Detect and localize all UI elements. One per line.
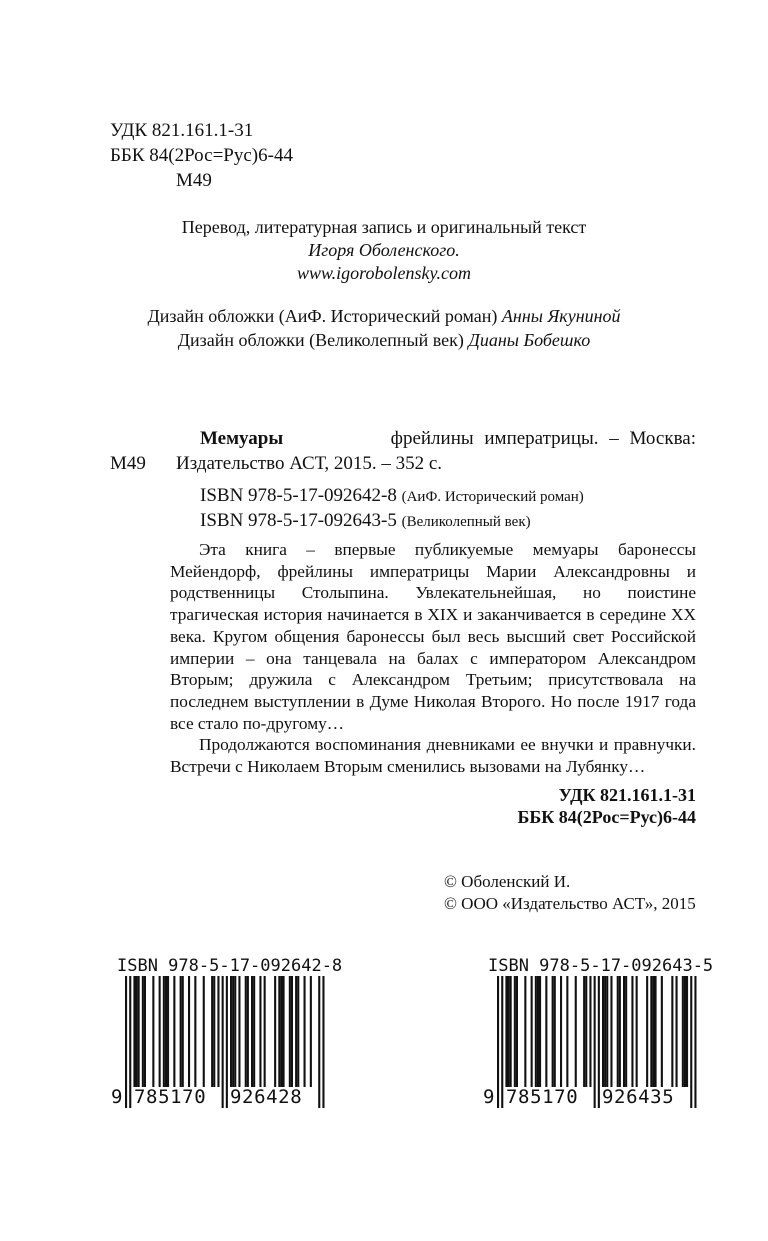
- barcode-1-bar-8: [159, 976, 161, 1087]
- barcode-1-bar-41: [304, 976, 306, 1087]
- annotation-paragraph-2: Продолжаются воспоминания дневниками ее внучки и правнучки. Встречи с Николаем Вторым сменились вызовами на Лубянку…: [170, 735, 696, 777]
- barcode-1-bar-7: [152, 976, 154, 1087]
- barcode-1-bar-22: [226, 976, 228, 1108]
- barcode-1-bar-32: [264, 976, 266, 1087]
- annotation-paragraph-1: Эта книга – впервые публикуемые мемуары баронессы Мейендорф, фрейлины императрицы Марии Александровны и родственницы Столыпина. Увлекательнейшая, но поистине трагическая история начинается в XIX и заканчивается в середине XX века. Кругом общения баронессы был весь высший свет Российской империи – она танцевала на балах с императором Александром Вторым; дружила с Александром Третьим; присутствовала на последнем выступлении в Думе Николая Второго. Но после 1917 года все стало по-другому…: [170, 540, 696, 733]
- cover-design-label-1: Дизайн обложки (АиФ. Исторический роман): [147, 306, 498, 326]
- barcode-1-bar-9: [163, 976, 165, 1087]
- barcode-1-bar-11: [167, 976, 169, 1087]
- barcode-2-bar-5: [514, 976, 516, 1087]
- barcode-2-bar-40: [682, 976, 684, 1087]
- cover-design-credit-2: [0, 329, 768, 351]
- cover-design-label-2: Дизайн обложки (Великолепный век): [177, 330, 464, 350]
- author-website: www.igorobolensky.com: [297, 263, 471, 283]
- barcode-1-bar-14: [182, 976, 184, 1087]
- catalog-isbn-1: [200, 485, 584, 508]
- barcode-1-bar-24: [232, 976, 234, 1087]
- barcode-2-bar-9: [535, 976, 537, 1087]
- barcode-1-bar-1: [129, 976, 131, 1108]
- barcode-2-bar-23: [602, 976, 604, 1087]
- barcode-1-bar-12: [173, 976, 175, 1087]
- cover-designer-2: Дианы Бобешко: [468, 330, 591, 350]
- barcode-1-bar-19: [213, 976, 215, 1087]
- copyright-author: © Оболенский И.: [444, 872, 571, 891]
- catalog-title-line: [200, 428, 696, 450]
- barcode-1-bar-0: [125, 976, 127, 1108]
- translation-credit: Перевод, литературная запись и оригинальный текст: [181, 217, 587, 237]
- barcode-1-bar-23: [230, 976, 232, 1087]
- barcode-1-bar-34: [278, 976, 280, 1087]
- barcode-2-bar-4: [510, 976, 512, 1087]
- barcode-2-bar-14: [554, 976, 556, 1087]
- barcode-1-bar-27: [245, 976, 247, 1087]
- barcode-2-bar-39: [676, 976, 678, 1087]
- barcode-1-bar-28: [247, 976, 249, 1087]
- isbn-2-series: (Великолепный век): [401, 514, 531, 530]
- barcode-1-bar-39: [295, 976, 297, 1087]
- barcode-2-bar-32: [636, 976, 638, 1087]
- barcode-2-bar-0: [497, 976, 499, 1108]
- barcode-2-bar-28: [619, 976, 621, 1087]
- barcode-2-bar-25: [606, 976, 608, 1087]
- barcode-2-bar-33: [646, 976, 648, 1087]
- barcode-1-bar-31: [259, 976, 261, 1087]
- annotation: [170, 539, 696, 778]
- barcode-2-bar-7: [524, 976, 526, 1087]
- barcode-1-bar-3: [136, 976, 138, 1087]
- barcode-1-bar-4: [138, 976, 140, 1087]
- catalog-publisher: Издательство АСТ, 2015. – 352 с.: [176, 453, 443, 474]
- catalog-isbn-2: [200, 510, 531, 533]
- barcode-1-bar-6: [144, 976, 146, 1087]
- barcode-2-bar-8: [531, 976, 533, 1087]
- translator-name: Игоря Оболенского.: [308, 240, 460, 260]
- barcode-1-bar-38: [291, 976, 293, 1087]
- barcode-2-bar-3: [508, 976, 510, 1087]
- udk-code: УДК 821.161.1-31: [110, 120, 254, 141]
- catalog-title-bold: Мемуары: [200, 428, 284, 449]
- cover-designer-1: Анны Якуниной: [501, 306, 621, 326]
- barcode-2-bar-17: [575, 976, 577, 1087]
- barcode-1-bar-20: [217, 976, 219, 1087]
- barcode-2-bar-11: [539, 976, 541, 1087]
- barcode-2-right-digits: 926435: [602, 1086, 675, 1108]
- barcode-2-first-digit: 9: [483, 1086, 496, 1108]
- catalog-title: [200, 428, 283, 450]
- barcode-2-bar-22: [598, 976, 600, 1108]
- isbn-1-series: (АиФ. Исторический роман): [401, 489, 584, 505]
- barcode-1-bar-44: [322, 976, 324, 1108]
- barcode-2-bar-26: [610, 976, 612, 1087]
- barcode-1-bar-36: [283, 976, 285, 1087]
- barcode-2-bar-24: [604, 976, 606, 1087]
- barcode-2-label: ISBN 978-5-17-092643-5: [488, 956, 714, 976]
- bottom-bbk-code: ББК 84(2Рос=Рус)6-44: [517, 807, 696, 827]
- barcode-2-bar-44: [694, 976, 696, 1108]
- barcode-2-bar-38: [671, 976, 673, 1087]
- barcode-1-bar-16: [194, 976, 196, 1087]
- barcode-1-first-digit: 9: [111, 1086, 124, 1108]
- barcode-1-bar-40: [297, 976, 299, 1087]
- barcode-1-bar-35: [280, 976, 282, 1087]
- copyright-publisher: © ООО «Издательство АСТ», 2015: [444, 894, 696, 913]
- barcode-1-bar-30: [253, 976, 255, 1087]
- barcode-1-bar-15: [188, 976, 190, 1087]
- barcode-2-bar-19: [585, 976, 587, 1087]
- barcode-1-bar-29: [251, 976, 253, 1087]
- catalog-mark: М49: [110, 453, 146, 474]
- isbn-1-number: ISBN 978-5-17-092642-8: [200, 485, 397, 506]
- barcode-2-bar-42: [686, 976, 688, 1087]
- barcode-1-bar-43: [318, 976, 320, 1108]
- barcode-1-bar-18: [211, 976, 213, 1087]
- barcode-1-bar-10: [165, 976, 167, 1087]
- barcode-1-left-digits: 785170: [134, 1086, 207, 1108]
- barcode-2-bar-16: [566, 976, 568, 1087]
- barcode-1-bar-13: [180, 976, 182, 1087]
- bottom-udk-code: УДК 821.161.1-31: [558, 785, 696, 805]
- barcode-1-right-digits: 926428: [230, 1086, 303, 1108]
- barcode-2-bar-1: [501, 976, 503, 1108]
- catalog-title-rest: фрейлины императрицы. – Москва:: [390, 428, 696, 449]
- barcode-1-bar-2: [133, 976, 135, 1087]
- barcode-2-bar-20: [589, 976, 591, 1087]
- cover-design-credit-1: [0, 305, 768, 327]
- barcode-2-bar-31: [631, 976, 633, 1087]
- barcode-2-bar-35: [652, 976, 654, 1087]
- barcode-2-bar-2: [505, 976, 507, 1087]
- barcode-2-bar-27: [617, 976, 619, 1087]
- barcode-2-bar-36: [655, 976, 657, 1087]
- barcode-2-bar-10: [537, 976, 539, 1087]
- barcode-2-bar-41: [684, 976, 686, 1087]
- barcode-2-bar-21: [594, 976, 596, 1108]
- barcode-2-bar-15: [560, 976, 562, 1087]
- barcode-2-bar-12: [545, 976, 547, 1087]
- isbn-2-number: ISBN 978-5-17-092643-5: [200, 510, 397, 531]
- barcode-1-bar-26: [238, 976, 240, 1087]
- barcode-2-bar-37: [661, 976, 663, 1087]
- barcode-1-bar-21: [222, 976, 224, 1108]
- barcode-2-bar-43: [690, 976, 692, 1108]
- barcode-2-bar-29: [623, 976, 625, 1087]
- barcode-2-bar-34: [650, 976, 652, 1087]
- barcode-1-label: ISBN 978-5-17-092642-8: [117, 956, 343, 976]
- barcode-2-bar-30: [625, 976, 627, 1087]
- barcode-1-bar-25: [234, 976, 236, 1087]
- barcode-2-bar-18: [583, 976, 585, 1087]
- barcode-2-bar-13: [552, 976, 554, 1087]
- barcode-2-bar-6: [516, 976, 518, 1087]
- barcode-1-bar-42: [310, 976, 312, 1087]
- barcode-1-bar-17: [203, 976, 205, 1087]
- barcode-1-bar-37: [289, 976, 291, 1087]
- bbk-code: ББК 84(2Рос=Рус)6-44: [110, 145, 293, 166]
- author-mark: М49: [176, 170, 212, 191]
- barcode-1-bar-5: [142, 976, 144, 1087]
- barcode-2-left-digits: 785170: [506, 1086, 579, 1108]
- barcode-1-bar-33: [274, 976, 276, 1087]
